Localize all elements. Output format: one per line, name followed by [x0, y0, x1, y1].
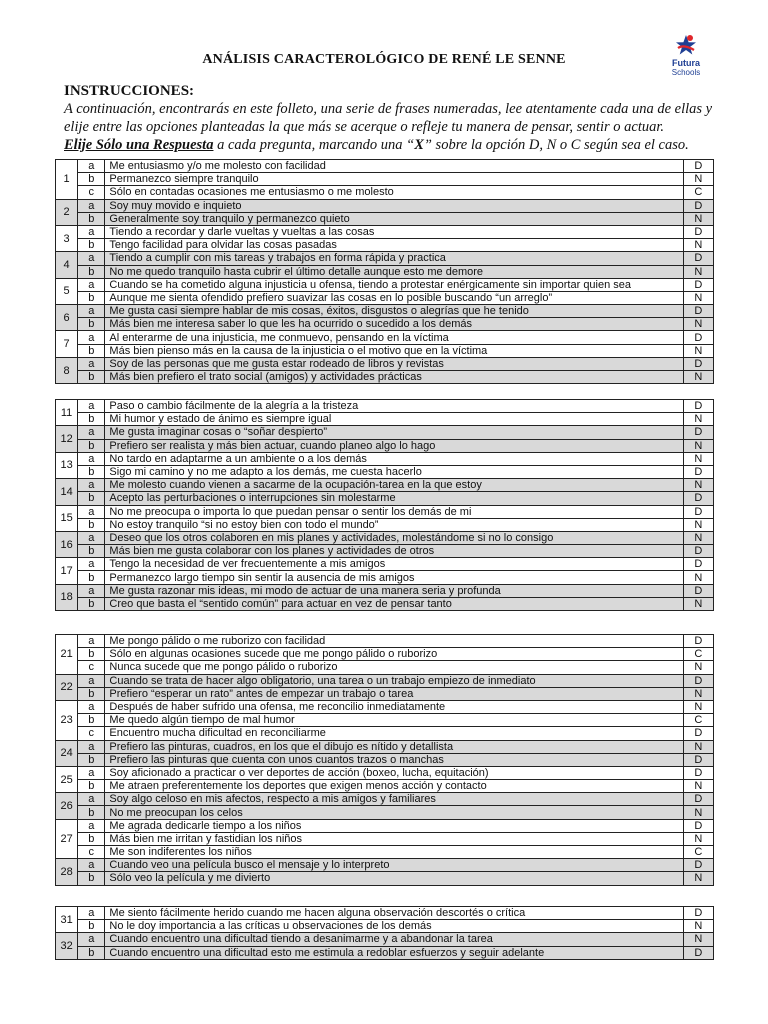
- option-text: Acepto las perturbaciones o interrupciones sin molestarme: [105, 492, 683, 505]
- option-letter: b: [78, 806, 105, 819]
- option-text: Permanezco largo tiempo sin sentir la ausencia de mis amigos: [105, 571, 683, 584]
- answer-option[interactable]: D: [683, 252, 713, 265]
- option-text: Tengo facilidad para olvidar las cosas pasadas: [105, 239, 683, 252]
- question-row: [56, 727, 714, 740]
- option-letter: c: [78, 661, 105, 674]
- question-row: [56, 687, 714, 700]
- question-number: 26: [56, 793, 78, 819]
- answer-option[interactable]: D: [683, 505, 713, 518]
- question-number: 24: [56, 740, 78, 766]
- option-letter: b: [78, 212, 105, 225]
- answer-option[interactable]: N: [683, 571, 713, 584]
- option-letter: c: [78, 727, 105, 740]
- option-letter: a: [78, 452, 105, 465]
- question-number: 7: [56, 331, 78, 357]
- question-number: 4: [56, 252, 78, 278]
- question-row: [56, 371, 714, 384]
- option-text: Me agrada dedicarle tiempo a los niños: [105, 819, 683, 832]
- option-text: Más bien pienso más en la causa de la injusticia o el motivo que en la víctima: [105, 344, 683, 357]
- option-letter: a: [78, 479, 105, 492]
- question-row: [56, 571, 714, 584]
- option-letter: a: [78, 819, 105, 832]
- question-number: 12: [56, 426, 78, 452]
- answer-option[interactable]: D: [683, 859, 713, 872]
- option-text: Prefiero ser realista y más bien actuar, cuando planeo algo lo hago: [105, 439, 683, 452]
- option-letter: a: [78, 225, 105, 238]
- answer-option[interactable]: D: [683, 278, 713, 291]
- answer-option[interactable]: D: [683, 199, 713, 212]
- answer-option[interactable]: D: [683, 766, 713, 779]
- question-number: 23: [56, 700, 78, 740]
- option-text: No le doy importancia a las críticas u observaciones de los demás: [105, 920, 683, 933]
- option-text: Tiendo a cumplir con mis tareas y trabajos en forma rápida y practica: [105, 252, 683, 265]
- question-row: [56, 740, 714, 753]
- option-letter: a: [78, 859, 105, 872]
- answer-option[interactable]: D: [683, 426, 713, 439]
- option-letter: a: [78, 331, 105, 344]
- answer-option[interactable]: D: [683, 492, 713, 505]
- question-row: [56, 479, 714, 492]
- option-text: Después de haber sufrido una ofensa, me reconcilio inmediatamente: [105, 700, 683, 713]
- instructions-block: [64, 82, 734, 154]
- question-number: 6: [56, 305, 78, 331]
- option-letter: b: [78, 439, 105, 452]
- questions-table-2: [55, 399, 714, 611]
- option-letter: b: [78, 920, 105, 933]
- option-text: Soy algo celoso en mis afectos, respecto a mis amigos y familiares: [105, 793, 683, 806]
- option-letter: a: [78, 305, 105, 318]
- option-text: Más bien prefiero el trato social (amigos) y actividades prácticas: [105, 371, 683, 384]
- question-row: [56, 357, 714, 370]
- question-row: [56, 946, 714, 959]
- option-letter: b: [78, 173, 105, 186]
- answer-option[interactable]: D: [683, 907, 713, 920]
- answer-option[interactable]: N: [683, 872, 713, 885]
- question-row: [56, 635, 714, 648]
- option-text: Soy muy movido e inquieto: [105, 199, 683, 212]
- question-row: [56, 545, 714, 558]
- option-text: Me entusiasmo y/o me molesto con facilidad: [105, 160, 683, 173]
- instructions-emphasis: Elije Sólo una Respuesta: [64, 137, 214, 153]
- question-row: [56, 344, 714, 357]
- question-row: [56, 531, 714, 544]
- question-number: 16: [56, 531, 78, 557]
- option-letter: b: [78, 413, 105, 426]
- option-text: Me son indiferentes los niños: [105, 846, 683, 859]
- option-letter: a: [78, 505, 105, 518]
- option-text: Cuando se ha cometido alguna injusticia u ofensa, tiendo a protestar enérgicamente sin importar quien sea: [105, 278, 683, 291]
- option-letter: b: [78, 239, 105, 252]
- answer-option[interactable]: N: [683, 700, 713, 713]
- answer-option[interactable]: D: [683, 674, 713, 687]
- option-letter: b: [78, 780, 105, 793]
- option-text: Me gusta razonar mis ideas, mi modo de actuar de una manera seria y profunda: [105, 584, 683, 597]
- question-number: 18: [56, 584, 78, 610]
- option-letter: a: [78, 766, 105, 779]
- option-text: No me preocupa o importa lo que puedan pensar o sentir los demás de mi: [105, 505, 683, 518]
- option-letter: a: [78, 635, 105, 648]
- question-row: [56, 700, 714, 713]
- questions-table-4: [55, 906, 714, 960]
- option-letter: a: [78, 426, 105, 439]
- answer-option[interactable]: N: [683, 806, 713, 819]
- question-row: [56, 400, 714, 413]
- option-letter: a: [78, 584, 105, 597]
- question-row: [56, 413, 714, 426]
- answer-option[interactable]: N: [683, 439, 713, 452]
- question-row: [56, 920, 714, 933]
- answer-option[interactable]: N: [683, 740, 713, 753]
- answer-option[interactable]: D: [683, 545, 713, 558]
- option-letter: a: [78, 793, 105, 806]
- option-text: Nunca sucede que me pongo pálido o ruborizo: [105, 661, 683, 674]
- question-row: [56, 173, 714, 186]
- question-number: 15: [56, 505, 78, 531]
- answer-option[interactable]: N: [683, 239, 713, 252]
- question-row: [56, 846, 714, 859]
- question-row: [56, 291, 714, 304]
- question-number: 28: [56, 859, 78, 885]
- option-text: Más bien me interesa saber lo que les ha ocurrido o sucedido a los demás: [105, 318, 683, 331]
- option-letter: a: [78, 400, 105, 413]
- option-text: Sólo veo la película y me divierto: [105, 872, 683, 885]
- option-text: Al enterarme de una injusticia, me conmuevo, pensando en la víctima: [105, 331, 683, 344]
- instructions-text: A continuación, encontrarás en este folleto, una serie de frases numeradas, lee atentamente cada una de ellas y elije entre las opciones planteadas la que más se acerque o refleje tu manera de pensar, sentir o actuar.: [64, 101, 713, 135]
- option-text: Sigo mi camino y no me adapto a los demás, me cuesta hacerlo: [105, 465, 683, 478]
- option-letter: b: [78, 545, 105, 558]
- question-row: [56, 439, 714, 452]
- option-letter: b: [78, 597, 105, 610]
- question-row: [56, 426, 714, 439]
- option-letter: b: [78, 371, 105, 384]
- option-letter: a: [78, 700, 105, 713]
- answer-option[interactable]: N: [683, 479, 713, 492]
- option-letter: b: [78, 518, 105, 531]
- option-text: Me gusta casi siempre hablar de mis cosas, éxitos, disgustos o alegrías que he tenido: [105, 305, 683, 318]
- answer-option[interactable]: D: [683, 400, 713, 413]
- option-letter: b: [78, 714, 105, 727]
- option-text: Deseo que los otros colaboren en mis planes y actividades, molestándome si no lo consigo: [105, 531, 683, 544]
- question-number: 1: [56, 160, 78, 200]
- option-letter: b: [78, 492, 105, 505]
- answer-option[interactable]: N: [683, 920, 713, 933]
- answer-option[interactable]: D: [683, 946, 713, 959]
- answer-option[interactable]: N: [683, 452, 713, 465]
- question-row: [56, 859, 714, 872]
- question-row: [56, 933, 714, 946]
- answer-option[interactable]: N: [683, 173, 713, 186]
- instructions-text-2a: a cada pregunta, marcando una “: [213, 137, 415, 153]
- answer-option[interactable]: D: [683, 584, 713, 597]
- question-row: [56, 199, 714, 212]
- question-row: [56, 806, 714, 819]
- instructions-paragraph: [64, 100, 734, 154]
- option-letter: b: [78, 753, 105, 766]
- answer-option[interactable]: C: [683, 846, 713, 859]
- option-text: Sólo en contadas ocasiones me entusiasmo o me molesto: [105, 186, 683, 199]
- option-letter: b: [78, 571, 105, 584]
- question-number: 17: [56, 558, 78, 584]
- question-row: [56, 832, 714, 845]
- question-number: 31: [56, 907, 78, 933]
- question-row: [56, 160, 714, 173]
- answer-option[interactable]: N: [683, 687, 713, 700]
- question-number: 8: [56, 357, 78, 383]
- question-row: [56, 872, 714, 885]
- option-text: Me molesto cuando vienen a sacarme de la ocupación-tarea en la que estoy: [105, 479, 683, 492]
- option-letter: b: [78, 872, 105, 885]
- question-row: [56, 558, 714, 571]
- question-row: [56, 265, 714, 278]
- question-row: [56, 518, 714, 531]
- option-letter: a: [78, 252, 105, 265]
- option-text: Mi humor y estado de ánimo es siempre igual: [105, 413, 683, 426]
- question-row: [56, 819, 714, 832]
- answer-option[interactable]: D: [683, 465, 713, 478]
- option-text: Me quedo algún tiempo de mal humor: [105, 714, 683, 727]
- option-text: Tiendo a recordar y darle vueltas y vueltas a las cosas: [105, 225, 683, 238]
- option-text: No estoy tranquilo “si no estoy bien con todo el mundo”: [105, 518, 683, 531]
- question-row: [56, 648, 714, 661]
- option-text: Me siento fácilmente herido cuando me hacen alguna observación descortés o crítica: [105, 907, 683, 920]
- option-letter: a: [78, 558, 105, 571]
- option-text: Soy de las personas que me gusta estar rodeado de libros y revistas: [105, 357, 683, 370]
- answer-option[interactable]: D: [683, 331, 713, 344]
- logo-text-schools: Schools: [671, 68, 701, 77]
- answer-option[interactable]: D: [683, 727, 713, 740]
- option-letter: a: [78, 199, 105, 212]
- question-number: 21: [56, 635, 78, 675]
- question-number: 11: [56, 400, 78, 426]
- option-text: Tengo la necesidad de ver frecuentemente a mis amigos: [105, 558, 683, 571]
- question-row: [56, 584, 714, 597]
- option-text: Me atraen preferentemente los deportes que exigen menos acción y contacto: [105, 780, 683, 793]
- question-row: [56, 674, 714, 687]
- option-letter: b: [78, 465, 105, 478]
- option-text: Encuentro mucha dificultad en reconciliarme: [105, 727, 683, 740]
- question-number: 3: [56, 225, 78, 251]
- question-row: [56, 212, 714, 225]
- option-letter: b: [78, 687, 105, 700]
- answer-option[interactable]: N: [683, 344, 713, 357]
- answer-option[interactable]: N: [683, 212, 713, 225]
- answer-option[interactable]: D: [683, 558, 713, 571]
- option-text: Más bien me irritan y fastidian los niños: [105, 832, 683, 845]
- option-text: Más bien me gusta colaborar con los planes y actividades de otros: [105, 545, 683, 558]
- option-letter: a: [78, 740, 105, 753]
- answer-option[interactable]: D: [683, 635, 713, 648]
- document-title: ANÁLISIS CARACTEROLÓGICO DE RENÉ LE SENNE: [202, 52, 566, 67]
- option-text: Prefiero las pinturas, cuadros, en los que el dibujo es nítido y detallista: [105, 740, 683, 753]
- option-letter: b: [78, 318, 105, 331]
- answer-option[interactable]: N: [683, 933, 713, 946]
- answer-option[interactable]: N: [683, 318, 713, 331]
- answer-option[interactable]: N: [683, 413, 713, 426]
- option-text: Cuando encuentro una dificultad tiendo a desanimarme y a abandonar la tarea: [105, 933, 683, 946]
- question-row: [56, 714, 714, 727]
- question-number: 25: [56, 766, 78, 792]
- answer-option[interactable]: D: [683, 160, 713, 173]
- answer-option[interactable]: N: [683, 265, 713, 278]
- question-row: [56, 766, 714, 779]
- option-text: Me pongo pálido o me ruborizo con facilidad: [105, 635, 683, 648]
- option-text: No me quedo tranquilo hasta cubrir el último detalle aunque esto me demore: [105, 265, 683, 278]
- option-letter: a: [78, 907, 105, 920]
- answer-option[interactable]: D: [683, 225, 713, 238]
- option-letter: b: [78, 648, 105, 661]
- option-letter: b: [78, 291, 105, 304]
- option-text: Cuando encuentro una dificultad esto me estimula a redoblar esfuerzos y seguir adelante: [105, 946, 683, 959]
- question-row: [56, 492, 714, 505]
- option-letter: a: [78, 160, 105, 173]
- option-text: Prefiero “esperar un rato” antes de empezar un trabajo o tarea: [105, 687, 683, 700]
- question-row: [56, 505, 714, 518]
- option-text: No me preocupan los celos: [105, 806, 683, 819]
- option-text: Aunque me sienta ofendido prefiero suavizar las cosas en lo posible buscando “un arreglo”: [105, 291, 683, 304]
- question-row: [56, 793, 714, 806]
- question-row: [56, 318, 714, 331]
- question-row: [56, 465, 714, 478]
- question-row: [56, 331, 714, 344]
- answer-option[interactable]: D: [683, 357, 713, 370]
- option-letter: c: [78, 846, 105, 859]
- instructions-x-mark: X: [414, 137, 424, 153]
- answer-option[interactable]: C: [683, 714, 713, 727]
- option-letter: a: [78, 531, 105, 544]
- question-row: [56, 907, 714, 920]
- option-letter: a: [78, 278, 105, 291]
- question-row: [56, 597, 714, 610]
- answer-option[interactable]: N: [683, 291, 713, 304]
- school-logo: [664, 34, 708, 80]
- question-row: [56, 239, 714, 252]
- questions-table-3: [55, 634, 714, 886]
- option-text: Creo que basta el “sentido común” para actuar en vez de pensar tanto: [105, 597, 683, 610]
- answer-option[interactable]: N: [683, 371, 713, 384]
- question-row: [56, 661, 714, 674]
- answer-option[interactable]: N: [683, 832, 713, 845]
- questions-table-1: [55, 159, 714, 384]
- option-text: Cuando se trata de hacer algo obligatorio, una tarea o un trabajo empiezo de inmediato: [105, 674, 683, 687]
- answer-option[interactable]: D: [683, 793, 713, 806]
- question-row: [56, 452, 714, 465]
- question-number: 2: [56, 199, 78, 225]
- question-row: [56, 278, 714, 291]
- question-row: [56, 305, 714, 318]
- option-text: Soy aficionado a practicar o ver deportes de acción (boxeo, lucha, equitación): [105, 766, 683, 779]
- option-text: Me gusta imaginar cosas o “soñar despierto”: [105, 426, 683, 439]
- answer-option[interactable]: D: [683, 819, 713, 832]
- answer-option[interactable]: D: [683, 305, 713, 318]
- instructions-text-2b: ” sobre la opción D, N o C según sea el caso.: [423, 137, 689, 153]
- question-row: [56, 225, 714, 238]
- question-row: [56, 753, 714, 766]
- question-row: [56, 780, 714, 793]
- answer-option[interactable]: N: [683, 780, 713, 793]
- option-text: Paso o cambio fácilmente de la alegría a la tristeza: [105, 400, 683, 413]
- question-number: 14: [56, 479, 78, 505]
- option-letter: b: [78, 265, 105, 278]
- answer-option[interactable]: D: [683, 753, 713, 766]
- answer-option[interactable]: C: [683, 648, 713, 661]
- question-number: 27: [56, 819, 78, 859]
- star-figure-logo-icon: [674, 34, 698, 58]
- question-number: 22: [56, 674, 78, 700]
- option-letter: b: [78, 344, 105, 357]
- logo-text-futura: Futura: [672, 58, 700, 68]
- question-row: [56, 252, 714, 265]
- answer-option[interactable]: N: [683, 661, 713, 674]
- question-number: 13: [56, 452, 78, 478]
- question-number: 5: [56, 278, 78, 304]
- option-text: Generalmente soy tranquilo y permanezco quieto: [105, 212, 683, 225]
- option-letter: a: [78, 357, 105, 370]
- option-text: Prefiero las pinturas que cuenta con unos cuantos trazos o manchas: [105, 753, 683, 766]
- option-text: Cuando veo una película busco el mensaje y lo interpreto: [105, 859, 683, 872]
- option-letter: c: [78, 186, 105, 199]
- option-letter: b: [78, 832, 105, 845]
- option-letter: b: [78, 946, 105, 959]
- option-text: Permanezco siempre tranquilo: [105, 173, 683, 186]
- option-letter: a: [78, 933, 105, 946]
- answer-option[interactable]: C: [683, 186, 713, 199]
- instructions-heading: INSTRUCCIONES:: [64, 83, 195, 99]
- question-number: 32: [56, 933, 78, 959]
- answer-option[interactable]: N: [683, 597, 713, 610]
- option-letter: a: [78, 674, 105, 687]
- option-text: Sólo en algunas ocasiones sucede que me pongo pálido o ruborizo: [105, 648, 683, 661]
- question-row: [56, 186, 714, 199]
- answer-option[interactable]: N: [683, 518, 713, 531]
- answer-option[interactable]: N: [683, 531, 713, 544]
- option-text: No tardo en adaptarme a un ambiente o a los demás: [105, 452, 683, 465]
